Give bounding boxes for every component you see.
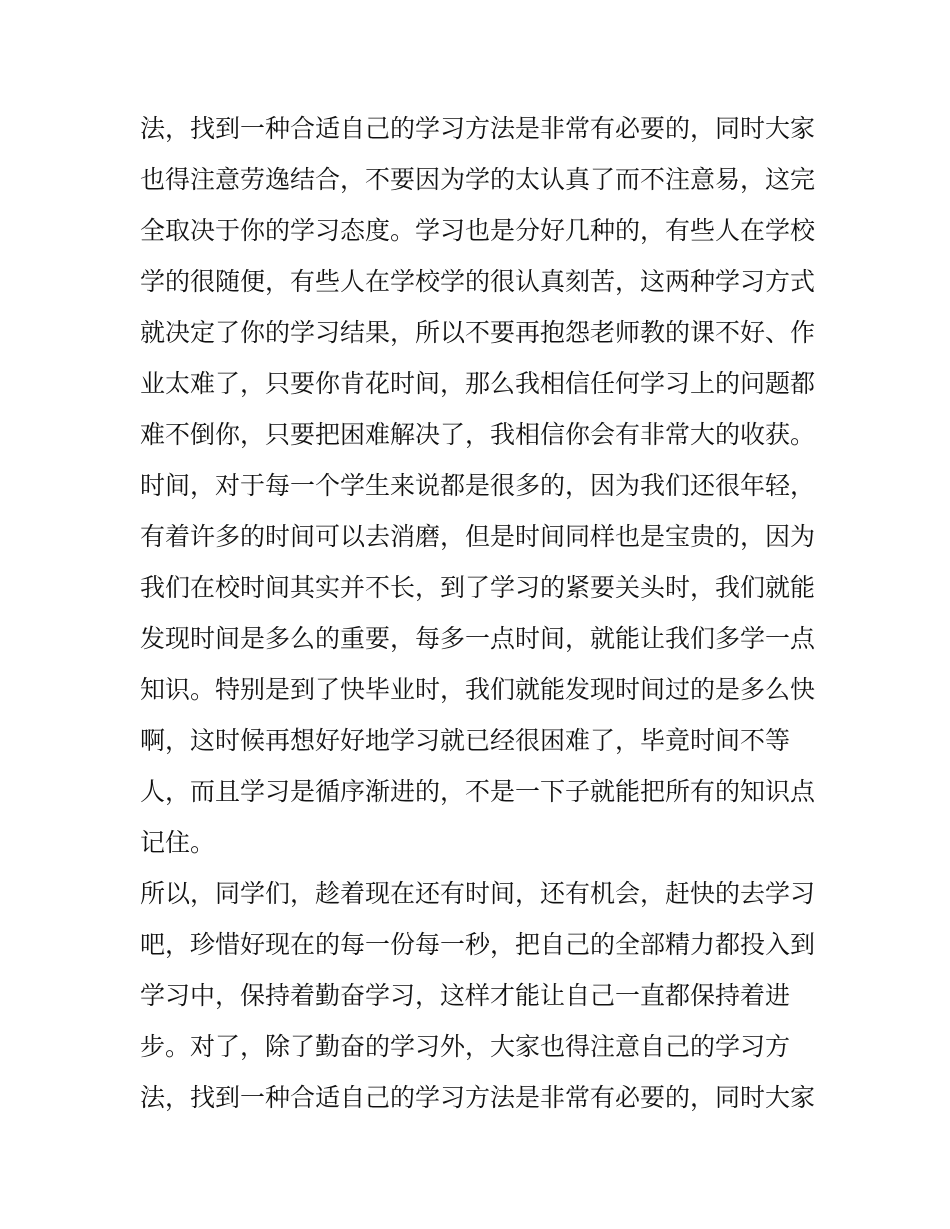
text-line: 知识。特别是到了快毕业时，我们就能发现时间过的是多么快 <box>140 675 816 704</box>
text-line: 学的很随便，有些人在学校学的很认真刻苦，这两种学习方式 <box>140 267 816 296</box>
text-line: 记住。 <box>140 828 216 857</box>
text-line: 法，找到一种合适自己的学习方法是非常有必要的，同时大家 <box>140 114 816 143</box>
text-line: 时间，对于每一个学生来说都是很多的，因为我们还很年轻， <box>140 471 816 500</box>
text-line: 有着许多的时间可以去消磨，但是时间同样也是宝贵的，因为 <box>140 522 816 551</box>
text-line: 法，找到一种合适自己的学习方法是非常有必要的，同时大家 <box>140 1083 816 1112</box>
text-line: 就决定了你的学习结果，所以不要再抱怨老师教的课不好、作 <box>140 318 816 347</box>
text-line: 全取决于你的学习态度。学习也是分好几种的，有些人在学校 <box>140 216 816 245</box>
text-line: 人，而且学习是循序渐进的，不是一下子就能把所有的知识点 <box>140 777 816 806</box>
text-line: 也得注意劳逸结合，不要因为学的太认真了而不注意易，这完 <box>140 165 816 194</box>
text-line: 难不倒你，只要把困难解决了，我相信你会有非常大的收获。 <box>140 420 816 449</box>
text-line: 业太难了，只要你肯花时间，那么我相信任何学习上的问题都 <box>140 369 816 398</box>
text-line: 所以，同学们，趁着现在还有时间，还有机会，赶快的去学习 <box>140 879 816 908</box>
text-line: 我们在校时间其实并不长，到了学习的紧要关头时，我们就能 <box>140 573 816 602</box>
text-line: 吧，珍惜好现在的每一份每一秒，把自己的全部精力都投入到 <box>140 930 816 959</box>
text-line: 啊，这时候再想好好地学习就已经很困难了，毕竟时间不等 <box>140 726 791 755</box>
body-text <box>140 103 820 1123</box>
text-line: 发现时间是多么的重要，每多一点时间，就能让我们多学一点 <box>140 624 816 653</box>
text-line: 步。对了，除了勤奋的学习外，大家也得注意自己的学习方 <box>140 1032 791 1061</box>
text-line: 学习中，保持着勤奋学习，这样才能让自己一直都保持着进 <box>140 981 791 1010</box>
